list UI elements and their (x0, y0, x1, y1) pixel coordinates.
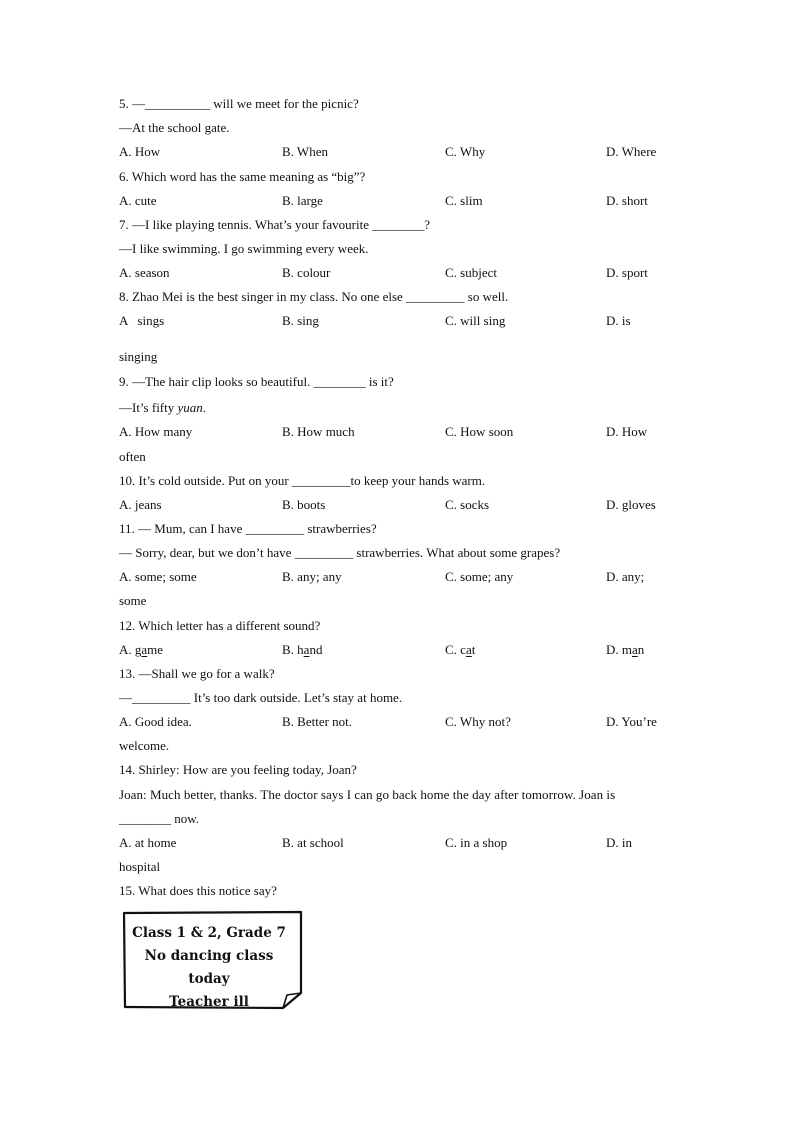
q11-option-b: B. any; any (282, 569, 342, 584)
q8-option-c: C. will sing (445, 313, 506, 328)
q12-option-c (445, 642, 475, 658)
q9-option-b: B. How much (282, 424, 355, 439)
q13-option-b: B. Better not. (282, 714, 353, 729)
q7-option-c: C. subject (445, 265, 497, 280)
question-14-stem: 14. Shirley: How are you feeling today, Joan? (119, 762, 357, 777)
question-13-reply: —_________ It’s too dark outside. Let’s stay at home. (119, 690, 403, 705)
q7-option-d: D. sport (606, 265, 648, 280)
q12-a-underlined: a (141, 642, 148, 657)
question-7-stem: 7. —I like playing tennis. What’s your favourite ________? (119, 217, 430, 232)
q6-option-b: B. large (282, 193, 323, 208)
q9-option-d: D. How (606, 424, 648, 439)
q12-b-pre: B. h (282, 642, 304, 657)
question-13-stem: 13. —Shall we go for a walk? (119, 666, 275, 681)
q12-d-pre: D. m (606, 642, 632, 657)
notice-line-2: No dancing class today (144, 948, 274, 987)
q14-option-a: A. at home (119, 835, 177, 850)
q12-c-post: t (471, 642, 476, 657)
q8-option-d: D. is (606, 313, 631, 328)
question-9-reply (119, 400, 206, 416)
q14-option-d: D. in (606, 835, 632, 850)
q9-option-a: A. How many (119, 424, 193, 439)
q8-option-d-wrap: singing (119, 349, 158, 364)
question-7-reply: —I like swimming. I go swimming every week. (119, 241, 369, 256)
q5-option-c: C. Why (445, 144, 486, 159)
question-5-stem: 5. —__________ will we meet for the picnic? (119, 96, 359, 111)
q12-d-underlined: a (632, 642, 638, 657)
q12-b-underlined: a (303, 642, 310, 657)
q9-reply-prefix: —It’s fifty (119, 400, 178, 415)
question-10-stem: 10. It’s cold outside. Put on your _________to keep your hands warm. (119, 473, 486, 488)
q5-option-d: D. Where (606, 144, 657, 159)
q5-option-b: B. When (282, 144, 328, 159)
q8-option-a: A sings (119, 313, 165, 328)
question-15-stem: 15. What does this notice say? (119, 883, 277, 898)
q9-option-d-wrap: often (119, 449, 146, 464)
question-9-stem: 9. —The hair clip looks so beautiful. ________ is it? (119, 374, 394, 389)
q10-option-a: A. jeans (119, 497, 162, 512)
notice-line-1: Class 1 & 2, Grade 7 (132, 925, 286, 941)
question-12-stem: 12. Which letter has a different sound? (119, 618, 321, 633)
q12-option-d (606, 642, 644, 658)
question-11-reply: — Sorry, dear, but we don’t have _________ strawberries. What about some grapes? (119, 545, 561, 560)
q7-option-a: A. season (119, 265, 170, 280)
q9-reply-suffix: . (202, 400, 207, 415)
q12-option-b (282, 642, 322, 658)
q12-option-a (119, 642, 163, 658)
question-14-reply: Joan: Much better, thanks. The doctor says I can go back home the day after tomorrow. Joan is (119, 787, 616, 802)
q5-option-a: A. How (119, 144, 161, 159)
q13-option-d: D. You’re (606, 714, 657, 729)
q12-b-post: nd (309, 642, 323, 657)
q12-d-post: n (637, 642, 645, 657)
q12-c-pre: C. c (445, 642, 466, 657)
q11-option-d: D. any; (606, 569, 645, 584)
q6-option-c: C. slim (445, 193, 483, 208)
q11-option-c: C. some; any (445, 569, 514, 584)
question-8-stem: 8. Zhao Mei is the best singer in my class. No one else _________ so well. (119, 289, 509, 304)
q14-option-c: C. in a shop (445, 835, 508, 850)
question-5-reply: —At the school gate. (119, 120, 230, 135)
q9-option-c: C. How soon (445, 424, 514, 439)
q13-option-d-wrap: welcome. (119, 738, 170, 753)
q11-option-d-wrap: some (119, 593, 147, 608)
question-6-stem: 6. Which word has the same meaning as “big”? (119, 169, 366, 184)
q6-option-a: A. cute (119, 193, 157, 208)
q7-option-b: B. colour (282, 265, 331, 280)
q6-option-d: D. short (606, 193, 648, 208)
q14-option-b: B. at school (282, 835, 344, 850)
q10-option-c: C. socks (445, 497, 490, 512)
q13-option-a: A. Good idea. (119, 714, 192, 729)
q12-c-underlined: a (465, 642, 472, 657)
q10-option-b: B. boots (282, 497, 326, 512)
q8-option-b: B. sing (282, 313, 319, 328)
notice-line-3: Teacher ill (169, 994, 249, 1010)
q12-a-post: me (147, 642, 164, 657)
q12-a-pre: A. g (119, 642, 142, 657)
notice-text (124, 922, 294, 1014)
q11-option-a: A. some; some (119, 569, 197, 584)
question-14-reply-2: ________ now. (119, 811, 200, 826)
q9-reply-italic: yuan (177, 400, 203, 415)
question-11-stem: 11. — Mum, can I have _________ strawberries? (119, 521, 377, 536)
q14-option-d-wrap: hospital (119, 859, 161, 874)
q13-option-c: C. Why not? (445, 714, 511, 729)
q10-option-d: D. gloves (606, 497, 656, 512)
